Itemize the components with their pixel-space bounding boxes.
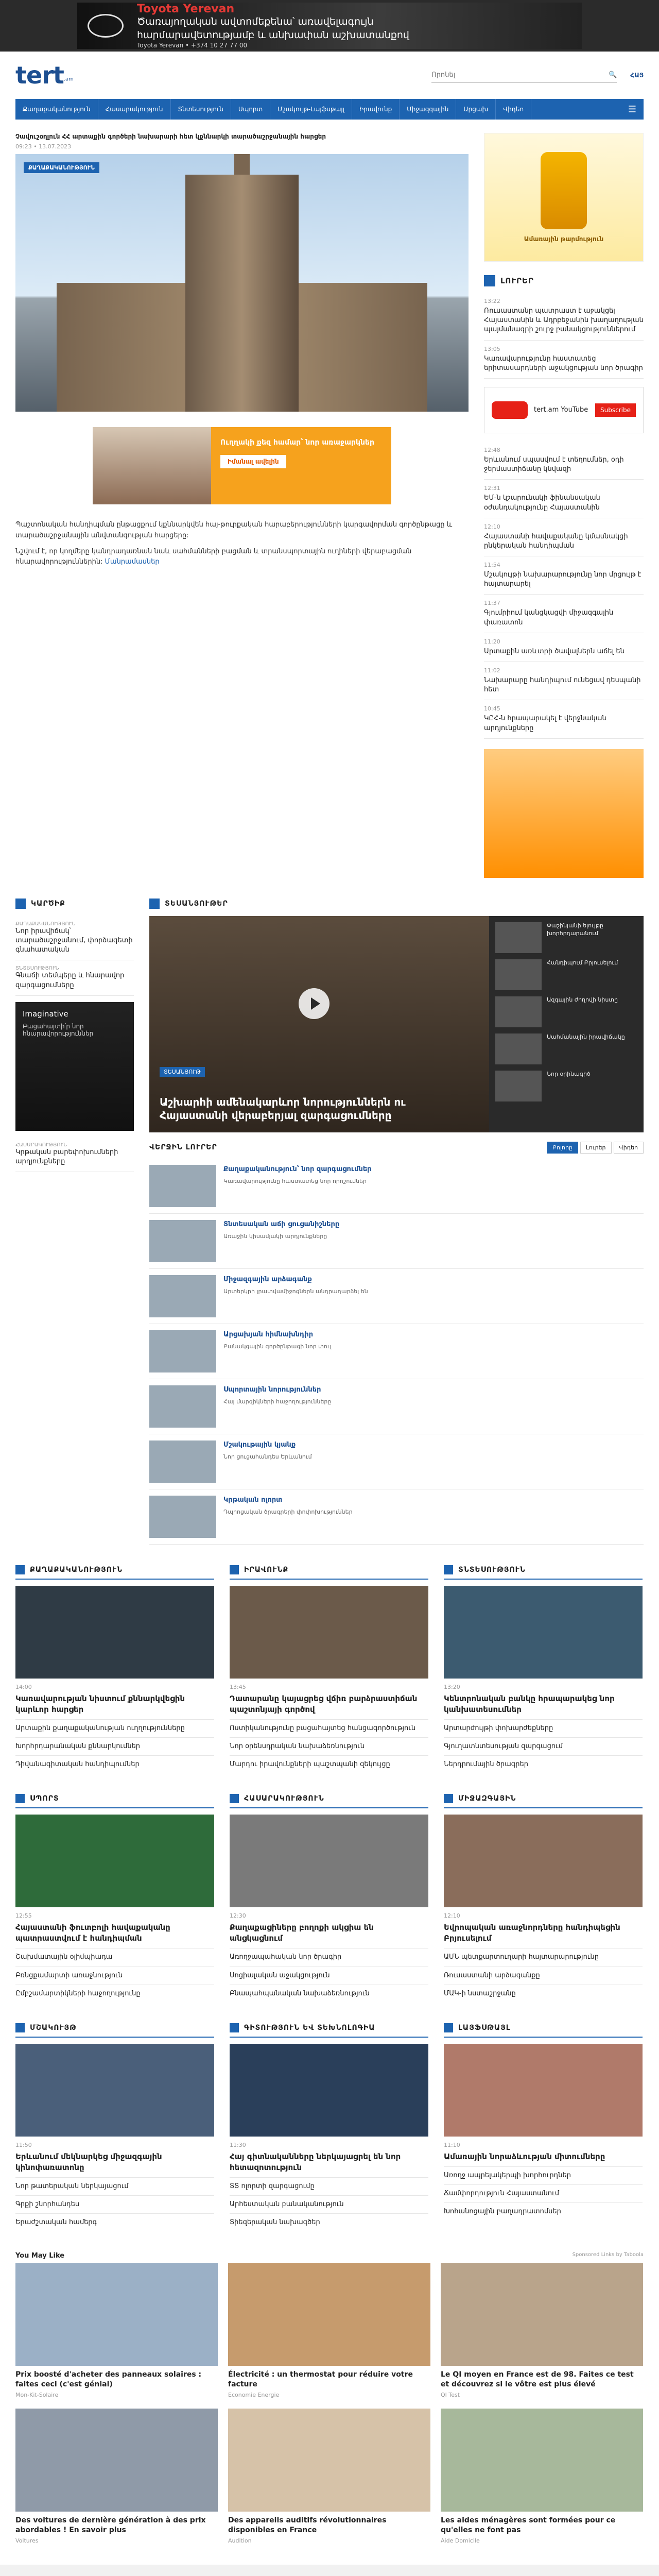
lead-title[interactable]: Չավուշօղլուն ՀՀ արտաքին գործերի նախարարի հետ կքննարկի տարածաշրջանային հարցեր xyxy=(15,133,326,140)
list-item[interactable] xyxy=(484,518,644,556)
item-title: Կրթական ոլորտ xyxy=(223,1496,283,1504)
sponsored-source: Aide Domicile xyxy=(441,2537,480,2544)
category-title xyxy=(444,1794,643,1808)
category-title-text: ԳԻՏՈՒԹՅՈՒՆ ԵՎ ՏԵԽՆՈԼՈԳԻԱ xyxy=(244,2023,375,2032)
item-category: ՏՆՏԵՍՈՒԹՅՈՒՆ xyxy=(15,965,59,972)
sponsored-title: Des appareils auditifs révolutionnaires disponibles en France xyxy=(228,2516,387,2535)
category-grid xyxy=(15,1565,644,2232)
featured-video[interactable] xyxy=(149,916,489,1132)
item-time: 12:10 xyxy=(484,523,500,530)
list-item[interactable]: Բնապահպանական նախաձեռնություն xyxy=(230,1985,428,2003)
list-item[interactable]: Արտարժույթի փոխարժեքները xyxy=(444,1719,643,1737)
list-item[interactable]: Խոհանոցային բաղադրատոմսեր xyxy=(444,2202,643,2221)
site-footer xyxy=(0,2565,659,2576)
item-text: Մշակույթի նախարարությունը նոր մրցույթ է հայտարարել xyxy=(484,571,641,588)
article-paragraph-text: Նշվում է, որ կողմերը կանդրադառնան նաև սահմանների բացման և տրանսպորտային ուղիների վերաբացման հնարավորություններին: xyxy=(15,547,412,566)
item-time: 11:02 xyxy=(484,667,500,674)
item-time: 12:31 xyxy=(484,485,500,492)
list-item[interactable]: Սոցիալական աջակցություն xyxy=(230,1967,428,1985)
youtube-subscribe-box xyxy=(484,387,644,433)
language-switch[interactable]: ՀԱՅ xyxy=(630,72,644,79)
category-title-text: ՏՆՏԵՍՈՒԹՅՈՒՆ xyxy=(458,1565,526,1574)
video-item-title: Ազգային ժողովի նիստը xyxy=(547,996,618,1003)
section-square-icon xyxy=(15,2023,25,2032)
list-item[interactable]: Առողջապահական նոր ծրագիր xyxy=(230,1948,428,1966)
video-thumbnail xyxy=(495,1033,542,1064)
building-tower xyxy=(185,175,299,412)
list-item[interactable] xyxy=(149,1379,644,1434)
nav-item[interactable]: Տնտեսություն xyxy=(171,99,231,120)
category-badge: ՔԱՂԱՔԱԿԱՆՈՒԹՅՈՒՆ xyxy=(24,162,99,173)
nav-item[interactable]: Իրավունք xyxy=(352,99,400,120)
item-title: Քաղաքականություն՝ նոր զարգացումներ xyxy=(223,1165,372,1173)
category-lead[interactable]: Հայաստանի ֆուտբոլի հավաքականը պատրաստվում է հանդիպման xyxy=(15,1923,170,1943)
list-item[interactable] xyxy=(15,916,134,961)
thumbnail xyxy=(149,1440,216,1483)
item-text: Հայաստանի հավաքականը կմասնակցի ընկերական հանդիպման xyxy=(484,532,628,550)
main-nav xyxy=(15,99,644,120)
category-time: 12:10 xyxy=(444,1912,460,1920)
category-title xyxy=(15,1794,214,1808)
sponsored-source: Audition xyxy=(228,2537,252,2544)
item-text: Նախարարը հանդիպում ունեցավ դեսպանի հետ xyxy=(484,676,641,694)
list-item[interactable]: Ներդրումային ծրագրեր xyxy=(444,1755,643,1773)
search-input[interactable] xyxy=(431,71,609,79)
category-time: 14:00 xyxy=(15,1683,32,1690)
thumbnail xyxy=(149,1220,216,1262)
item-time: 11:54 xyxy=(484,562,500,569)
category-title-text: ԻՐԱՎՈՒՆՔ xyxy=(244,1565,289,1574)
category-time: 11:30 xyxy=(230,2141,246,2148)
list-item[interactable]: Արտաքին քաղաքականության ուղղությունները xyxy=(15,1719,214,1737)
subscribe-button[interactable]: Subscribe xyxy=(595,403,636,417)
category-lead[interactable]: Կենտրոնական բանկը հրապարակեց նոր կանխատեսումներ xyxy=(444,1693,615,1714)
list-item[interactable]: Գյուղատնտեսության զարգացում xyxy=(444,1737,643,1755)
category-lead[interactable]: Դատարանը կայացրեց վճիռ բարձրաստիճան պաշտոնյայի գործով xyxy=(230,1693,418,1714)
category-title xyxy=(15,1565,214,1580)
building-wing-left xyxy=(57,283,190,412)
news-feed-title-text: ԼՈՒՐԵՐ xyxy=(500,276,534,285)
logo-sub: .am xyxy=(63,76,74,82)
sidebar-ad-2[interactable] xyxy=(484,749,644,878)
item-desc: Արտերկրի լրատվամիջոցներն անդրադարձել են xyxy=(223,1287,368,1295)
video-thumbnail xyxy=(495,1071,542,1101)
sponsored-title: Électricité : un thermostat pour réduire votre facture xyxy=(228,2370,413,2389)
category-time: 12:30 xyxy=(230,1912,246,1920)
category-title xyxy=(230,1794,428,1808)
item-time: 13:05 xyxy=(484,345,500,352)
ad-line-1: Ծառայողական ավտոմեքենա՝ առավելագույն xyxy=(137,15,374,27)
list-item[interactable] xyxy=(484,556,644,595)
nav-item[interactable]: Քաղաքականություն xyxy=(15,99,98,120)
list-item[interactable] xyxy=(484,293,644,341)
sponsored-card[interactable] xyxy=(15,2263,218,2398)
list-item[interactable] xyxy=(495,922,637,953)
list-item[interactable] xyxy=(149,1159,644,1214)
category-column xyxy=(444,2023,643,2232)
item-text: Կառավարությունը հաստատեց երիտասարդների աջակցության նոր ծրագիր xyxy=(484,354,643,372)
thumbnail xyxy=(149,1165,216,1207)
top-banner-ad[interactable] xyxy=(0,0,659,52)
category-time: 13:20 xyxy=(444,1683,460,1690)
more-link[interactable]: Մանրամասներ xyxy=(105,558,160,566)
sponsored-card[interactable] xyxy=(228,2409,430,2544)
item-category: ՀԱՍԱՐԱԿՈՒԹՅՈՒՆ xyxy=(15,1142,67,1148)
list-item[interactable]: Արհեստական բանականություն xyxy=(230,2195,428,2213)
list-item[interactable] xyxy=(149,1214,644,1269)
section-square-icon xyxy=(15,899,26,909)
video-badge: ՏԵՍԱՆՅՈՒԹ xyxy=(160,1067,205,1077)
inline-ad[interactable] xyxy=(93,427,391,504)
sponsored-title: Des voitures de dernière génération à des prix abordables ! En savoir plus xyxy=(15,2516,206,2535)
list-item[interactable] xyxy=(484,595,644,633)
opinion-ad-sub: Բացահայտի՛ր նոր հնարավորություններ xyxy=(23,1022,94,1037)
section-square-icon xyxy=(484,275,495,286)
item-text: Կրթական բարեփոխումների արդյունքները xyxy=(15,1148,118,1165)
video-block xyxy=(149,916,644,1132)
category-column xyxy=(230,1565,428,1774)
item-time: 10:45 xyxy=(484,705,500,713)
sponsored-source: Mon-Kit-Solaire xyxy=(15,2392,59,2399)
category-time: 13:45 xyxy=(230,1683,246,1690)
list-item[interactable]: Ոստիկանությունը բացահայտեց հանցագործություն xyxy=(230,1719,428,1737)
nav-item[interactable]: Արցախ xyxy=(456,99,496,120)
lead-date: 09:23 • 13.07.2023 xyxy=(15,143,72,150)
tab-video[interactable]: Վիդեո xyxy=(614,1142,644,1154)
sponsored-title: Les aides ménagères sont formées pour ce qu'elles ne font pas xyxy=(441,2516,616,2535)
category-column xyxy=(15,1565,214,1774)
sponsored-title: Le QI moyen en France est de 98. Faites ce test et découvrez si le vôtre est plus élevé xyxy=(441,2370,634,2389)
sponsored-image xyxy=(441,2263,643,2366)
category-title xyxy=(230,1565,428,1580)
category-time: 11:10 xyxy=(444,2141,460,2148)
list-item[interactable] xyxy=(149,1324,644,1379)
item-text: Ռուսաստանը պատրաստ է աջակցել Հայաստանին և Ադրբեջանին խաղաղության պայմանագրի շուրջ բանակցություններում xyxy=(484,307,644,334)
list-item[interactable] xyxy=(484,341,644,379)
list-item[interactable]: Շախմատային օլիմպիադա xyxy=(15,1948,214,1966)
latest-tabs xyxy=(547,1142,644,1154)
list-item[interactable]: Երաժշտական համերգ xyxy=(15,2213,214,2231)
site-logo[interactable] xyxy=(15,61,74,89)
list-item[interactable]: Ըմբշամարտիկների հաջողությունը xyxy=(15,1985,214,2003)
opinions-title-text: ԿԱՐԾԻՔ xyxy=(31,899,65,908)
latest-feed xyxy=(149,1159,644,1545)
item-desc: Կառավարությունը հաստատեց նոր որոշումներ xyxy=(223,1177,367,1184)
category-lead[interactable]: Քաղաքացիները բողոքի ակցիա են անցկացնում xyxy=(230,1923,374,1943)
category-title-text: ՍՊՈՐՏ xyxy=(30,1794,59,1803)
list-item[interactable]: Տիեզերական նախագծեր xyxy=(230,2213,428,2231)
list-item[interactable] xyxy=(484,633,644,662)
category-column xyxy=(230,2023,428,2232)
youtube-icon xyxy=(492,401,528,419)
sponsored-image xyxy=(15,2409,218,2512)
video-main-title[interactable]: Աշխարհի ամենակարևոր նորություններն ու Հայաստանի վերաբերյալ զարգացումները xyxy=(160,1095,406,1122)
video-item-title: Սահմանային իրավիճակը xyxy=(547,1033,625,1040)
sponsored-card[interactable] xyxy=(15,2409,218,2544)
category-title xyxy=(230,2023,428,2038)
list-item[interactable]: ԱՄՆ պետքարտուղարի հայտարարությունը xyxy=(444,1948,643,1966)
list-item[interactable] xyxy=(484,480,644,518)
category-image[interactable] xyxy=(15,1586,214,1679)
ad-photo xyxy=(93,427,211,504)
section-square-icon xyxy=(149,899,160,909)
sponsored-image xyxy=(15,2263,218,2366)
list-item[interactable]: Ճամփորդություն Հայաստանում xyxy=(444,2184,643,2202)
section-square-icon xyxy=(444,1794,453,1803)
play-icon[interactable] xyxy=(299,988,330,1019)
list-item[interactable]: Առողջ ապրելակերպի խորհուրդներ xyxy=(444,2166,643,2184)
ad-line-2: հարմարավետությամբ և անխափան աշխատանքով xyxy=(137,29,409,41)
sidebar-ad[interactable] xyxy=(484,133,644,262)
you-may-like-title: You May Like xyxy=(15,2252,65,2260)
you-may-like-header xyxy=(15,2252,644,2263)
category-lead[interactable]: Եվրոպական առաջնորդները հանդիպեցին Բրյուսելում xyxy=(444,1923,620,1943)
list-item[interactable]: Բռնցքամարտի առաջնություն xyxy=(15,1967,214,1985)
category-time: 12:55 xyxy=(15,1912,32,1920)
list-item[interactable]: ՏՏ ոլորտի զարգացումը xyxy=(230,2177,428,2195)
video-item-title: Հանդիպում Բրյուսելում xyxy=(547,959,618,966)
video-item-title: Նոր օրինագիծ xyxy=(547,1070,591,1077)
item-title: Միջազգային արձագանք xyxy=(223,1275,312,1283)
nav-item[interactable]: Վիդեո xyxy=(496,99,531,120)
latest-header xyxy=(149,1142,644,1154)
lead-article xyxy=(15,120,469,878)
sponsored-card[interactable] xyxy=(441,2409,643,2544)
category-title-text: ՀԱՍԱՐԱԿՈՒԹՅՈՒՆ xyxy=(244,1794,324,1803)
list-item[interactable] xyxy=(149,1434,644,1489)
category-image[interactable] xyxy=(444,1815,643,1907)
video-item-title: Փաշինյանի ելույթը խորհրդարանում xyxy=(547,922,603,937)
category-image[interactable] xyxy=(15,1815,214,1907)
list-item[interactable]: ՄԱԿ-ի նստաշրջանը xyxy=(444,1985,643,2003)
section-square-icon xyxy=(444,2023,453,2032)
you-may-like xyxy=(15,2252,644,2544)
list-item[interactable]: Նոր թատերական ներկայացում xyxy=(15,2177,214,2195)
article-paragraph xyxy=(15,547,469,568)
list-item[interactable]: Խորհրդարանական քննարկումներ xyxy=(15,1737,214,1755)
search-icon[interactable]: 🔍 xyxy=(608,71,617,79)
category-image[interactable] xyxy=(230,2044,428,2137)
section-square-icon xyxy=(444,1565,453,1574)
list-item[interactable] xyxy=(495,1033,637,1064)
list-item[interactable] xyxy=(495,959,637,990)
category-column xyxy=(444,1565,643,1774)
category-lead[interactable]: Հայ գիտնականները ներկայացրել են նոր հետազոտություն xyxy=(230,2151,401,2172)
category-title-text: ԼԱՅՖՍԹԱՅԼ xyxy=(458,2023,511,2032)
item-desc: Նոր ցուցահանդես Երևանում xyxy=(223,1453,312,1460)
item-text: Գյումրիում կանցկացվի միջազգային փառատոն xyxy=(484,609,614,626)
item-time: 11:37 xyxy=(484,600,500,607)
list-item[interactable] xyxy=(484,700,644,738)
ad-cta-button[interactable]: Իմանալ ավելին xyxy=(220,455,286,468)
item-desc: Դպրոցական ծրագրերի փոփոխություններ xyxy=(223,1508,353,1515)
nav-item[interactable]: Հասարակություն xyxy=(98,99,171,120)
search-bar xyxy=(431,67,617,83)
opinions-title xyxy=(15,899,134,909)
video-list xyxy=(489,916,644,1132)
category-column xyxy=(230,1794,428,2003)
list-item[interactable]: Մարդու իրավունքների պաշտպանի զեկույցը xyxy=(230,1755,428,1773)
thumbnail xyxy=(149,1385,216,1428)
section-square-icon xyxy=(230,1794,239,1803)
thumbnail xyxy=(149,1275,216,1317)
item-text: Արտաքին առևտրի ծավալներն աճել են xyxy=(484,647,625,655)
list-item[interactable]: Ռուսաստանի արձագանքը xyxy=(444,1967,643,1985)
list-item[interactable] xyxy=(149,1489,644,1545)
video-thumbnail xyxy=(495,959,542,990)
list-item[interactable]: Նոր օրենսդրական նախաձեռնություն xyxy=(230,1737,428,1755)
sponsored-image xyxy=(228,2409,430,2512)
list-item[interactable] xyxy=(15,1137,134,1172)
item-text: Նոր իրավիճակ՝ տարածաշրջանում, փորձագետի գնահատական xyxy=(15,927,133,954)
thumbnail xyxy=(149,1496,216,1538)
item-text: Գնաճի տեմպերը և հնարավոր զարգացումները xyxy=(15,972,125,989)
nav-item[interactable]: Մշակույթ-Լայֆսթայլ xyxy=(270,99,352,120)
item-text: Երևանում սպասվում է տեղումներ, օդի ջերմաստիճանը կնվազի xyxy=(484,455,624,473)
right-sidebar xyxy=(484,120,644,878)
building-wing-right xyxy=(293,283,427,412)
opinion-ad-title: Imaginative xyxy=(23,1009,68,1019)
news-feed-title xyxy=(484,275,644,286)
section-square-icon xyxy=(15,1565,25,1574)
sponsored-card[interactable] xyxy=(441,2263,643,2398)
section-square-icon xyxy=(230,1565,239,1574)
section-square-icon xyxy=(15,1794,25,1803)
category-image[interactable] xyxy=(444,2044,643,2137)
article-paragraph: Պաշտոնական հանդիպման ընթացքում կքննարկվեն հայ-թուրքական հարաբերությունների կարգավորման գործընթացը և տարածաշրջանային անվտանգության հարցերը: xyxy=(15,521,453,539)
opinions-column xyxy=(15,899,134,1545)
menu-icon[interactable]: ☰ xyxy=(628,104,637,115)
category-title xyxy=(444,1565,643,1580)
news-feed xyxy=(484,293,644,739)
item-text: ԵՄ-ն կշարունակի ֆինանսական օժանդակությունը Հայաստանին xyxy=(484,494,600,512)
category-title-text: ՄԻՋԱԶԳԱՅԻՆ xyxy=(458,1794,516,1803)
category-title-text: ՄՇԱԿՈՒՅԹ xyxy=(30,2023,77,2032)
ad-copy-text: Ուղղակի քեզ համար՝ նոր առաջարկներ xyxy=(220,438,374,447)
list-item[interactable] xyxy=(149,1269,644,1324)
sponsored-source: Voitures xyxy=(15,2537,39,2544)
sponsored-card[interactable] xyxy=(228,2263,430,2398)
category-time: 11:50 xyxy=(15,2141,32,2148)
category-column xyxy=(15,2023,214,2232)
category-image[interactable] xyxy=(444,1586,643,1679)
sponsored-source: Economie Energie xyxy=(228,2392,280,2399)
item-title: Տնտեսական աճի ցուցանիշները xyxy=(223,1220,340,1228)
opinion-ad[interactable] xyxy=(15,1002,134,1131)
category-lead[interactable]: Երևանում մեկնարկեց միջազգային կինոփառատոնը xyxy=(15,2151,162,2172)
category-title xyxy=(15,2023,214,2038)
sponsored-image xyxy=(441,2409,643,2512)
sponsored-source: QI Test xyxy=(441,2392,460,2399)
list-item[interactable] xyxy=(484,662,644,700)
category-title xyxy=(444,2023,643,2038)
section-square-icon xyxy=(230,2023,239,2032)
nav-item[interactable]: Սպորտ xyxy=(231,99,270,120)
site-header xyxy=(0,52,659,99)
sponsored-image xyxy=(228,2263,430,2366)
category-image[interactable] xyxy=(15,2044,214,2137)
item-title: Մշակութային կյանք xyxy=(223,1440,296,1449)
category-column xyxy=(15,1794,214,2003)
sponsored-title: Prix boosté d'acheter des panneaux solaires : faites ceci (c'est génial) xyxy=(15,2370,202,2389)
item-time: 13:22 xyxy=(484,298,500,304)
video-title xyxy=(149,899,644,909)
video-title-text: ՏԵՍԱՆՅՈՒԹԵՐ xyxy=(165,899,228,908)
latest-title: ՎԵՐՋԻՆ ԼՈՒՐԵՐ xyxy=(149,1143,217,1152)
item-category: ՔԱՂԱՔԱԿԱՆՈՒԹՅՈՒՆ xyxy=(15,921,76,927)
item-time: 11:20 xyxy=(484,638,500,645)
item-desc: Առաջին կիսամյակի արդյունքները xyxy=(223,1232,327,1240)
ad-brand: Toyota Yerevan xyxy=(137,2,235,15)
tab-all[interactable]: Բոլորը xyxy=(547,1142,578,1154)
sidebar-ad-label: Ամառային թարմություն xyxy=(524,235,604,243)
category-lead[interactable]: Ամառային նորաձևության միտումները xyxy=(444,2151,605,2161)
logo-text: tert xyxy=(15,61,64,89)
list-item[interactable]: Գրքի շնորհանդես xyxy=(15,2195,214,2213)
item-text: ԿԸՀ-ն հրապարակել է վերջնական արդյունքները xyxy=(484,715,606,732)
thumbnail xyxy=(149,1330,216,1372)
list-item[interactable] xyxy=(484,442,644,480)
item-title: Արցախյան հիմնախնդիր xyxy=(223,1330,314,1338)
list-item[interactable]: Դիվանագիտական հանդիպումներ xyxy=(15,1755,214,1773)
list-item[interactable] xyxy=(15,960,134,995)
tab-news[interactable]: Լուրեր xyxy=(580,1142,612,1154)
category-column xyxy=(444,1794,643,2003)
list-item[interactable] xyxy=(495,996,637,1027)
video-thumbnail xyxy=(495,996,542,1027)
product-image xyxy=(541,152,587,229)
video-and-latest xyxy=(149,899,644,1545)
item-time: 12:48 xyxy=(484,446,500,453)
category-lead[interactable]: Կառավարության նիստում քննարկվեցին կարևոր հարցեր xyxy=(15,1693,185,1714)
item-desc: Հայ մարզիկների հաջողությունները xyxy=(223,1398,332,1405)
item-desc: Բանակցային գործընթացի նոր փուլ xyxy=(223,1343,332,1350)
sponsor-label[interactable]: Sponsored Links by Taboola xyxy=(572,2252,644,2258)
toyota-logo xyxy=(88,14,124,38)
category-title-text: ՔԱՂԱՔԱԿԱՆՈՒԹՅՈՒՆ xyxy=(30,1565,123,1574)
item-title: Սպորտային նորություններ xyxy=(223,1385,321,1394)
ad-small-text: Toyota Yerevan • +374 10 27 77 00 xyxy=(137,42,248,49)
category-image[interactable] xyxy=(230,1815,428,1907)
category-image[interactable] xyxy=(230,1586,428,1679)
youtube-text: tert.am YouTube xyxy=(534,406,588,414)
video-thumbnail xyxy=(495,922,542,953)
nav-item[interactable]: Միջազգային xyxy=(400,99,456,120)
list-item[interactable] xyxy=(495,1071,637,1101)
lead-photo[interactable] xyxy=(15,154,469,412)
